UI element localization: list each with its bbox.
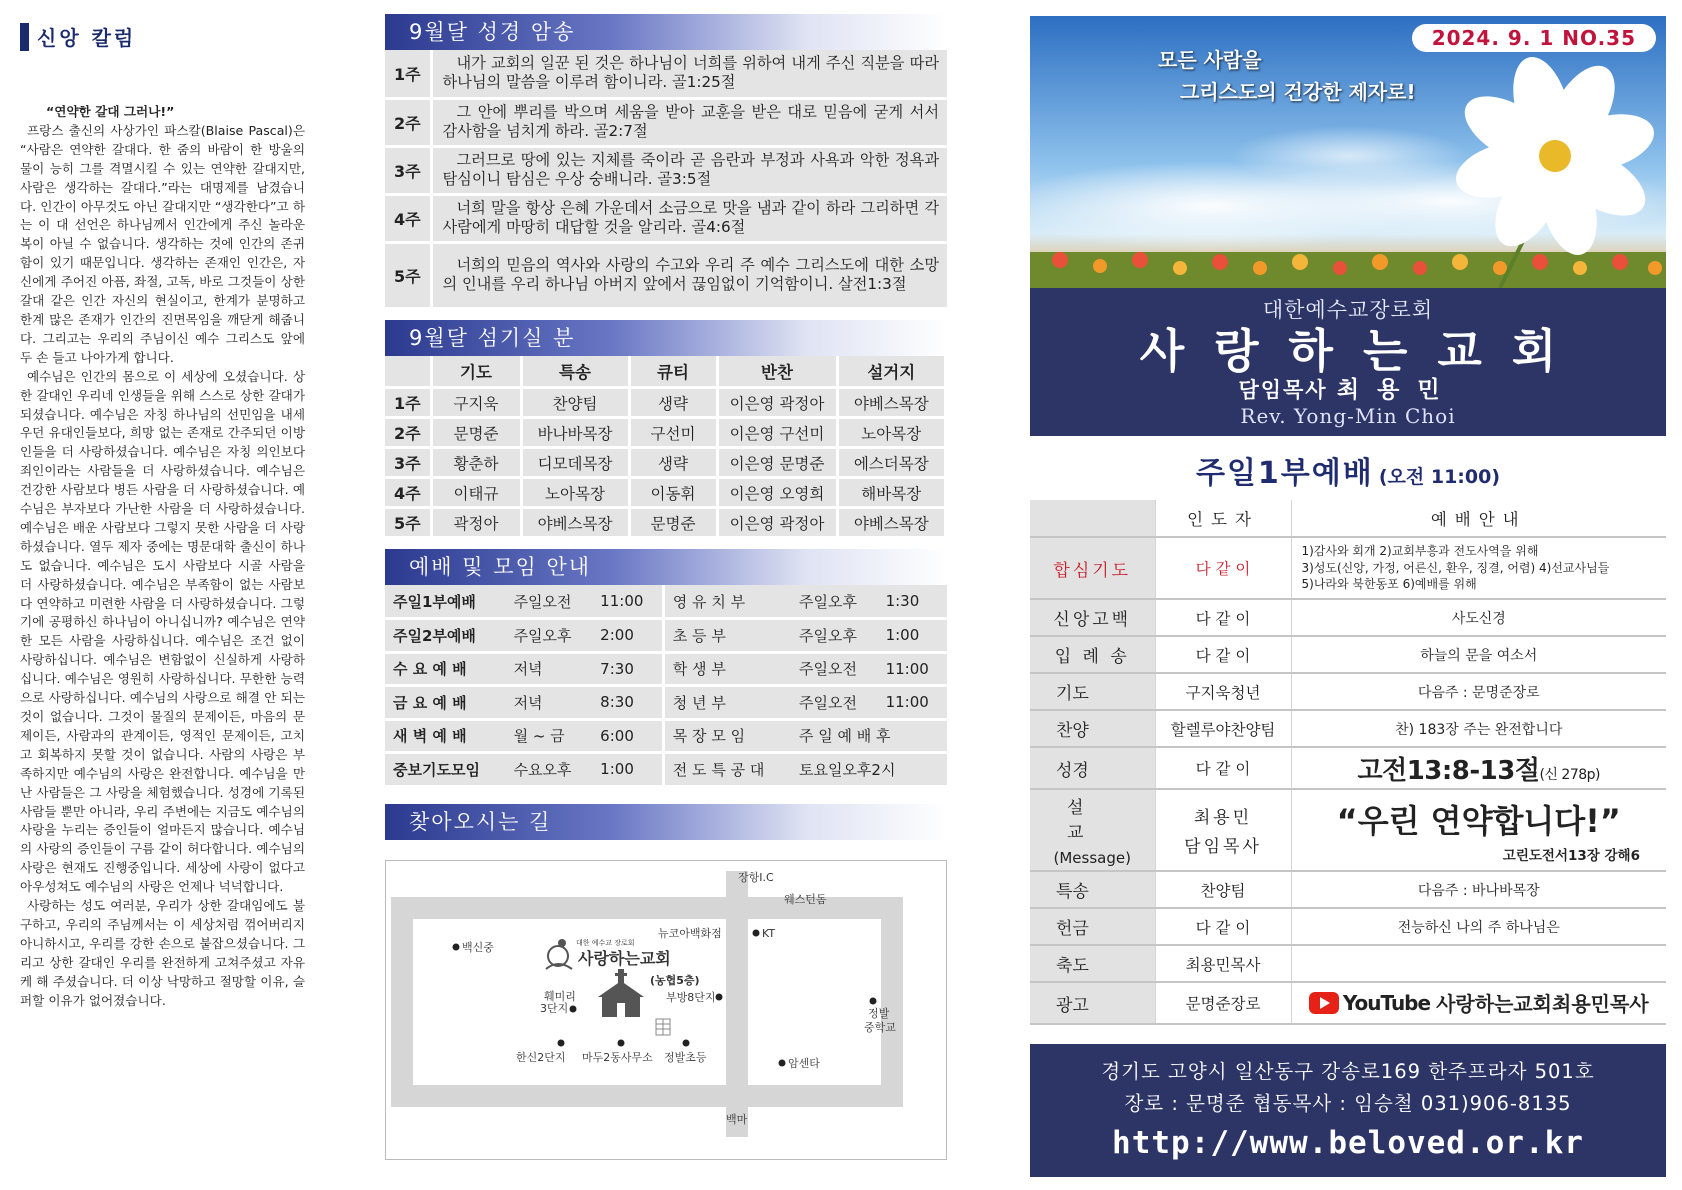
map-crosswalk — [656, 1019, 670, 1035]
duty-col-header: 큐티 — [629, 356, 717, 388]
table-row — [1030, 537, 1666, 599]
service-name: 새 벽 예 배 — [385, 719, 506, 753]
order-leader: 다 같 이 — [1155, 908, 1291, 945]
meeting-name: 청 년 부 — [663, 686, 791, 720]
order-guide: 하늘의 문을 여소서 — [1291, 636, 1666, 673]
duty-cell: 구지욱 — [431, 388, 521, 418]
senior-pastor — [1030, 378, 1666, 402]
duty-table — [385, 356, 947, 540]
meeting-name: 목 장 모 임 — [663, 719, 791, 753]
table-row — [385, 194, 947, 242]
service-name: 수 요 예 배 — [385, 652, 506, 686]
table-row — [385, 242, 947, 308]
week-cell: 5주 — [385, 508, 431, 538]
order-leader: 문명준장로 — [1155, 982, 1291, 1024]
map-roads — [391, 871, 903, 1137]
motto-line-1: 모든 사람을 — [1158, 48, 1262, 72]
week-cell: 5주 — [385, 242, 431, 308]
verse-text: 그 안에 뿌리를 박으며 세움을 받아 교훈을 받은 대로 믿음에 굳게 서서 감사함을 넘치게 하라. 골2:7절 — [442, 102, 939, 140]
pastor-name: 최용민 — [1336, 377, 1458, 403]
marker-baeksin — [453, 943, 460, 950]
table-row — [385, 686, 947, 720]
service-time: 7:30 — [592, 652, 663, 686]
label-cancer-center: 암센타 — [788, 1056, 820, 1070]
duty-cell: 문명준 — [629, 508, 717, 538]
table-row — [1030, 871, 1666, 908]
scripture-reference: 고전13:8-13절 — [1357, 755, 1540, 786]
table-row — [1030, 747, 1666, 789]
title-bar-mark — [20, 23, 29, 51]
meeting-name: 전 도 특 공 대 — [663, 753, 791, 787]
motto-line-2: 그리스도의 건강한 제자로! — [1180, 80, 1416, 104]
table-row — [1030, 599, 1666, 636]
church-header-block — [1030, 288, 1666, 436]
table-row — [385, 448, 946, 478]
meeting-name: 초 등 부 — [663, 619, 791, 653]
worship-time: (오전 11:00) — [1378, 466, 1501, 488]
duty-cell: 이태규 — [431, 478, 521, 508]
meeting-time: 11:00 — [878, 686, 947, 720]
table-row — [1030, 982, 1666, 1024]
duty-col-header — [385, 356, 431, 388]
duty-header: 9월달 섬기실 분 — [385, 320, 947, 356]
duty-col-header: 반찬 — [717, 356, 837, 388]
church-address: 경기도 고양시 일산동구 강송로169 한주프라자 501호 — [1101, 1060, 1595, 1083]
service-day: 수요오후 — [506, 753, 593, 787]
meeting-day: 토요일오후2시 — [791, 753, 947, 787]
week-cell: 2주 — [385, 418, 431, 448]
order-label: 특송 — [1030, 871, 1155, 908]
youtube-wordmark: YouTube — [1342, 990, 1431, 1015]
table-row — [385, 388, 946, 418]
meeting-day: 주일오후 — [791, 619, 878, 653]
order-guide — [1291, 945, 1666, 982]
duty-cell: 노아목장 — [837, 418, 946, 448]
order-guide: 전능하신 나의 주 하나님은 — [1291, 908, 1666, 945]
meeting-day: 주 일 예 배 후 — [791, 719, 947, 753]
meeting-day: 주일오전 — [791, 686, 878, 720]
verse-cell — [431, 98, 947, 146]
service-day: 저녁 — [506, 686, 593, 720]
scripture-page: (신 278p) — [1539, 766, 1600, 783]
road-bottom — [391, 1085, 903, 1107]
church-contacts: 장로 : 문명준 협동목사 : 임승철 031)906-8135 — [1124, 1092, 1572, 1115]
week-cell: 1주 — [385, 50, 431, 98]
order-leader: 다 같 이 — [1155, 537, 1291, 599]
meeting-name: 영 유 치 부 — [663, 585, 791, 619]
table-row — [385, 585, 947, 619]
sermon-label — [1030, 793, 1155, 843]
table-row — [385, 478, 946, 508]
table-row — [385, 98, 947, 146]
meeting-time: 1:00 — [878, 619, 947, 653]
week-cell: 2주 — [385, 98, 431, 146]
duty-cell: 생략 — [629, 448, 717, 478]
church-logo-icon — [546, 939, 572, 969]
duty-cell: 구선미 — [629, 418, 717, 448]
table-row — [1030, 908, 1666, 945]
order-leader: 구지욱청년 — [1155, 673, 1291, 710]
label-newcore: 뉴코아백화점 — [658, 926, 722, 940]
order-guide: 다음주 : 바나바목장 — [1291, 871, 1666, 908]
church-footer — [1030, 1044, 1666, 1177]
table-row — [385, 652, 947, 686]
service-time: 11:00 — [592, 585, 663, 619]
duty-cell: 이동휘 — [629, 478, 717, 508]
sermon-preacher-title: 담임목사 — [1184, 837, 1262, 857]
services-header: 예배 및 모임 안내 — [385, 549, 947, 585]
memory-verse-header: 9월달 성경 암송 — [385, 14, 947, 50]
label-baekma: 백마 — [726, 1112, 748, 1126]
duty-cell: 생략 — [629, 388, 717, 418]
duty-cell: 바나바목장 — [521, 418, 629, 448]
sermon-title: “우린 연약합니다!” — [1336, 802, 1621, 840]
church-name: 사랑하는교회 — [1139, 324, 1587, 378]
worship-title — [1030, 448, 1666, 500]
cover-banner — [1030, 16, 1666, 288]
youtube-channel-link[interactable] — [1309, 988, 1649, 1017]
label-humiri-3: 3단지 — [540, 1001, 569, 1015]
directions-header: 찾아오시는 길 — [385, 804, 947, 840]
marker-cancer — [779, 1059, 786, 1066]
verse-cell — [431, 194, 947, 242]
marker-hanshin — [558, 1039, 565, 1046]
week-cell: 3주 — [385, 448, 431, 478]
order-label: 신앙고백 — [1030, 599, 1155, 636]
label-bubang: 부방8단지 — [666, 990, 716, 1004]
verse-cell — [431, 50, 947, 98]
week-cell: 3주 — [385, 146, 431, 194]
label-jangang-ic: 장항I.C — [738, 870, 774, 884]
marker-jbelem — [683, 1039, 690, 1046]
order-leader — [1155, 789, 1291, 871]
label-baeksin: 백신중 — [462, 940, 494, 954]
label-church-name: 사랑하는교회 — [578, 948, 671, 968]
issue-date-badge: 2024. 9. 1 NO.35 — [1412, 24, 1656, 52]
pastor-title: 담임목사 — [1238, 378, 1328, 402]
marker-jeongbal — [870, 997, 877, 1004]
service-name: 주일1부예배 — [385, 585, 506, 619]
verse-cell — [431, 146, 947, 194]
order-label: 성경 — [1030, 747, 1155, 789]
church-website-link[interactable]: http://www.beloved.or.kr — [1112, 1125, 1584, 1161]
order-label: 헌금 — [1030, 908, 1155, 945]
table-header-row — [385, 356, 946, 388]
service-day: 주일오후 — [506, 619, 593, 653]
column-paragraph-1: 프랑스 출신의 사상가인 파스칼(Blaise Pascal)은 “사람은 연약한 갈대다. 한 줌의 바람이 한 방울의 물이 능히 그를 격멸시킬 수 있는 연약한 갈대지만, 사람은 생각하는 갈대다.”라는 대명제를 남겼습니다. 인간이 아무것도 아닌 갈대지만 “생각한다”고 하는 이 대 선언은 하나님께서 인간에게 주신 놀라운 복이 아닐 수 없습니다. 생각하는 것에 인간의 존귀함이 있기 때문입니다. 생각하는 존재인 인간은, 자신에게 주어진 아픔, 좌절, 고독, 바로 그것들이 상한 갈대 같은 인간 자신의 현실이고, 한계가 분명하고 한계 많은 존재가 인간의 진면목임을 깨닫게 해줍니다. 그리고는 우리의 주님이신 예수 그리스도 앞에 두 손 들고 나아가게 합니다. — [20, 122, 305, 365]
sermon-cell — [1291, 789, 1666, 871]
label-western-dome: 웨스턴돔 — [784, 892, 827, 906]
duty-col-header: 특송 — [521, 356, 629, 388]
sermon-preacher: 최용민 — [1193, 808, 1253, 828]
duty-cell: 이은영 오영희 — [717, 478, 837, 508]
memory-verse-table — [385, 50, 947, 310]
meeting-day: 주일오후 — [791, 585, 878, 619]
marker-kt — [753, 929, 760, 936]
verse-cell — [431, 242, 947, 308]
table-row — [1030, 789, 1666, 871]
table-row — [385, 50, 947, 98]
order-leader: 최용민목사 — [1155, 945, 1291, 982]
meeting-time: 11:00 — [878, 652, 947, 686]
duty-cell: 이은영 구선미 — [717, 418, 837, 448]
service-time: 6:00 — [592, 719, 663, 753]
duty-cell: 디모데목장 — [521, 448, 629, 478]
table-row — [385, 619, 947, 653]
service-name: 주일2부예배 — [385, 619, 506, 653]
youtube-play-icon — [1309, 992, 1339, 1014]
service-time: 1:00 — [592, 753, 663, 787]
marker-bubang — [716, 993, 723, 1000]
col-header-leader: 인도자 — [1155, 500, 1291, 537]
column-paragraph-3: 사랑하는 성도 여러분, 우리가 상한 갈대임에도 불구하고, 우리의 주님께서는 이 세상처럼 꺾어버리지 아니하시고, 우리를 강한 손으로 붙잡으셨습니다. 그리고 상한 갈대인 우리를 완전하게 고쳐주셨고 자유케 해 주셨습니다. 더 이상 낙망하고 절망할 이유, 슬퍼할 이유가 없어졌습니다. — [20, 898, 305, 1008]
bulletin-cover — [1030, 16, 1666, 1177]
table-row — [1030, 945, 1666, 982]
directions-map — [385, 860, 947, 1160]
denomination: 대한예수교장로회 — [1262, 298, 1434, 322]
meeting-name: 학 생 부 — [663, 652, 791, 686]
order-leader: 다 같 이 — [1155, 599, 1291, 636]
label-humiri: 훼미리 — [544, 989, 576, 1003]
label-kt: KT — [762, 926, 776, 940]
table-header-row — [1030, 500, 1666, 537]
label-hanshin: 한신2단지 — [516, 1050, 566, 1064]
order-guide: 사도신경 — [1291, 599, 1666, 636]
meeting-day: 주일오전 — [791, 652, 878, 686]
duty-cell: 해바목장 — [837, 478, 946, 508]
order-leader: 다 같 이 — [1155, 636, 1291, 673]
table-row — [1030, 636, 1666, 673]
table-row — [1030, 710, 1666, 747]
services-table — [385, 585, 947, 788]
duty-cell: 야베스목장 — [837, 388, 946, 418]
worship-name: 주일1부예배 — [1195, 456, 1374, 491]
youtube-channel-name: 사랑하는교회최용민목사 — [1436, 992, 1649, 1017]
road-vertical — [726, 871, 748, 1137]
service-name: 중보기도모임 — [385, 753, 506, 787]
pastor-english-name: Rev. Yong-Min Choi — [1240, 404, 1456, 428]
table-row — [385, 719, 947, 753]
column-paragraph-2: 예수님은 인간의 몸으로 이 세상에 오셨습니다. 상한 갈대인 우리네 인생들을 위해 스스로 상한 갈대가 되셨습니다. 예수님은 자칭 하나님의 선민임을 내세우던 유대인들보다, 희망 없는 존재로 간주되던 이방인들을 더 사랑하셨습니다. 예수님은 자칭 의인보다 죄인이라는 사람들을 더 사랑하셨습니다. 예수님은 건강한 사람보다 병든 사람을 더 사랑하셨습니다. 예수님은 부자보다 가난한 사람을 더 사랑하셨습니다. 예수님은 배운 사람보다 그렇지 못한 사람을 더 사랑하셨습니다. 열두 제자 중에는 명문대학 출신이 하나도 없습니다. 예수님은 도시 사람보다 시골 사람을 더 사랑하셨습니다. 예수님은 부족함이 없는 사람보다 연약하고 미련한 사람을 더 사랑하셨습니다. 그렇기에 공평하신 하나님이 아니십니까? 예수님은 연약한 모든 사람을 사랑하십니다. 예수님은 조건 없이 사랑하십니다. 예수님은 변함없이 신실하게 사랑하십니다. 예수님은 영원히 사랑하십니다. 무한한 능력으로 사랑하십니다. 예수님의 사랑으로 해결 안 되는 것이 없습니다. 그것이 물질의 문제이든, 마음의 문제이든, 사람과의 관계이든, 영적인 문제이든, 고치고 회복하지 못할 것이 없습니다. 사람의 사랑은 부족하지만 예수님의 사랑은 완전합니다. 예수님을 만난 사람들은 그 사랑을 체험했습니다. 성경에 기록된 사람들 뿐만 아니라, 우리 주변에는 지금도 예수님의 사랑을 누리는 증인들이 얼마든지 많습니다. 예수님의 사랑의 증인들이 구름 같이 허다합니다. 예수님의 사랑은 현재도 진행중입니다. 세상에 사랑이 없다고 아우성쳐도 예수님의 사랑은 언제나 넉넉합니다. — [20, 368, 305, 895]
service-time: 8:30 — [592, 686, 663, 720]
youtube-logo — [1309, 991, 1430, 1015]
verse-text: 너희 말을 항상 은혜 가운데서 소금으로 맛을 냄과 같이 하라 그리하면 각 사람에게 마땅히 대답할 것을 알리라. 골4:6절 — [442, 198, 939, 236]
duty-col-header: 기도 — [431, 356, 521, 388]
table-row — [385, 146, 947, 194]
verse-text: 그러므로 땅에 있는 지체를 죽이라 곧 음란과 부정과 사욕과 악한 정욕과 탐심이니 탐심은 우상 숭배니라. 골3:5절 — [442, 150, 939, 188]
order-label: 기도 — [1030, 673, 1155, 710]
duty-cell: 야베스목장 — [837, 508, 946, 538]
order-leader: 할렐루야찬양팀 — [1155, 710, 1291, 747]
table-row — [385, 418, 946, 448]
order-label: 합심기도 — [1030, 537, 1155, 599]
order-leader: 찬양팀 — [1155, 871, 1291, 908]
marker-humiri — [570, 1005, 577, 1012]
header-blank — [1030, 500, 1155, 537]
table-row — [1030, 673, 1666, 710]
meeting-time: 1:30 — [878, 585, 947, 619]
order-label: 축도 — [1030, 945, 1155, 982]
prayer-topic-line: 5)나라와 북한동포 6)예배를 위해 — [1301, 577, 1477, 592]
flower-field — [1030, 252, 1666, 288]
duty-cell: 야베스목장 — [521, 508, 629, 538]
sermon-reference: 고린도전서13장 강해6 — [1502, 848, 1640, 864]
order-guide: 찬) 183장 주는 완전합니다 — [1291, 710, 1666, 747]
service-day: 월 ~ 금 — [506, 719, 593, 753]
duty-cell: 이은영 곽정아 — [717, 388, 837, 418]
prayer-topic-line: 1)감사와 회개 2)교회부흥과 전도사역을 위해 — [1301, 544, 1539, 559]
scripture-cell — [1291, 747, 1666, 789]
verse-text: 내가 교회의 일꾼 된 것은 하나님이 너희를 위하여 내게 주신 직분을 따라 하나님의 말씀을 이루려 함이니라. 골1:25절 — [442, 53, 939, 92]
label-church-small: 대한 예수교 장로회 — [576, 938, 635, 947]
sermon-label-english: (Message) — [1053, 849, 1131, 867]
duty-cell: 황춘하 — [431, 448, 521, 478]
table-row — [385, 753, 947, 787]
map-drawing — [386, 861, 946, 1159]
column-title-text: 신앙 칼럼 — [37, 26, 137, 50]
column-body — [20, 103, 305, 1011]
order-label: 입 례 송 — [1030, 636, 1155, 673]
column-section-title — [20, 22, 305, 51]
order-of-worship-table — [1030, 500, 1666, 1025]
order-leader: 다 같 이 — [1155, 747, 1291, 789]
order-label-sermon — [1030, 789, 1155, 871]
label-jeongbal: 정발 — [868, 1006, 890, 1020]
verse-text: 너희의 믿음의 역사와 사랑의 수고와 우리 주 예수 그리스도에 대한 소망의 인내를 우리 하나님 아버지 앞에서 끊임없이 기억함이니. 살전1:3절 — [442, 255, 939, 293]
duty-cell: 에스더목장 — [837, 448, 946, 478]
duty-cell: 이은영 곽정아 — [717, 508, 837, 538]
order-label: 찬양 — [1030, 710, 1155, 747]
label-jeongbal-middle: 중학교 — [864, 1020, 896, 1034]
label-nonghyup: (농협5층) — [650, 973, 700, 987]
chapel-icon — [598, 969, 644, 1017]
label-madu: 마두2동사무소 — [582, 1050, 653, 1064]
road-left — [391, 897, 413, 1107]
church-motto — [1158, 44, 1416, 108]
column-headline: “연약한 갈대 그러나!” — [46, 104, 175, 119]
duty-col-header: 설거지 — [837, 356, 946, 388]
youtube-cell — [1291, 982, 1666, 1024]
middle-column — [385, 14, 947, 1160]
duty-cell: 곽정아 — [431, 508, 521, 538]
road-right — [881, 897, 903, 1107]
faith-column — [20, 22, 305, 1172]
service-day: 주일오전 — [506, 585, 593, 619]
marker-madu — [618, 1039, 625, 1046]
service-time: 2:00 — [592, 619, 663, 653]
prayer-topics — [1291, 537, 1666, 599]
order-label: 광고 — [1030, 982, 1155, 1024]
prayer-topic-line: 3)성도(신앙, 가정, 어른신, 환우, 징결, 어렴) 4)선교사님들 — [1301, 560, 1610, 575]
week-cell: 4주 — [385, 194, 431, 242]
week-cell: 4주 — [385, 478, 431, 508]
label-jbelem: 정발초등 — [664, 1050, 707, 1064]
service-day: 저녁 — [506, 652, 593, 686]
duty-cell: 문명준 — [431, 418, 521, 448]
order-guide: 다음주 : 문명준장로 — [1291, 673, 1666, 710]
duty-cell: 이은영 문명준 — [717, 448, 837, 478]
duty-cell: 노아목장 — [521, 478, 629, 508]
service-name: 금 요 예 배 — [385, 686, 506, 720]
table-row — [385, 508, 946, 538]
duty-cell: 찬양팀 — [521, 388, 629, 418]
col-header-guide: 예배안내 — [1291, 500, 1666, 537]
week-cell: 1주 — [385, 388, 431, 418]
sermon-label-text: 설교 — [1067, 798, 1124, 843]
